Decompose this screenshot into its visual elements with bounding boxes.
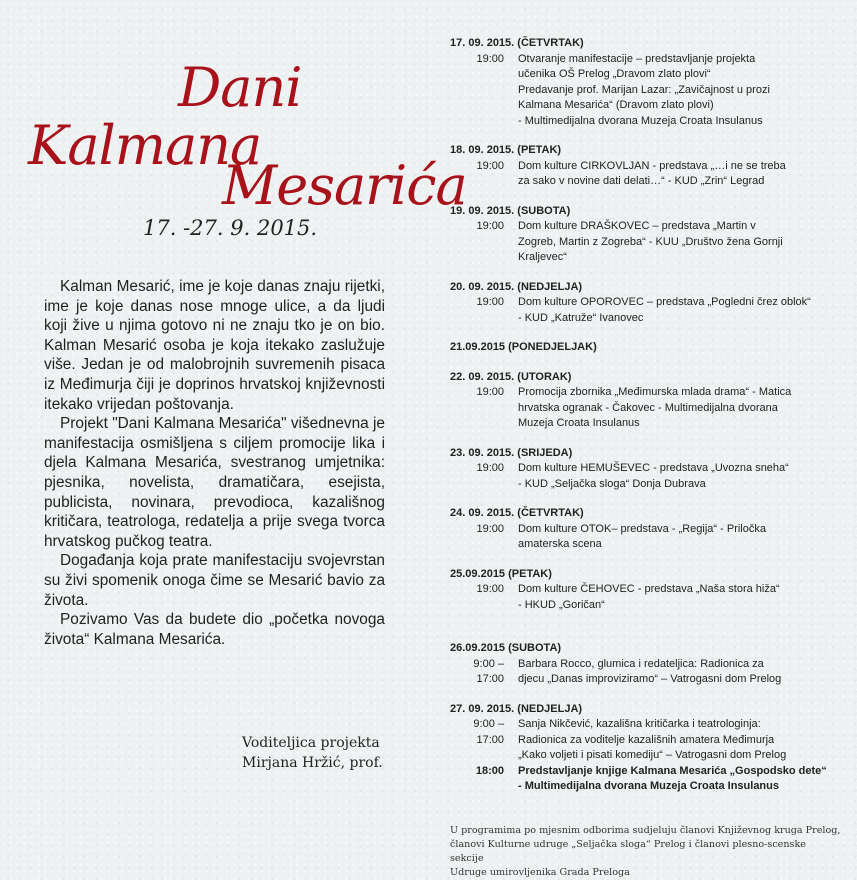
event-time: 18:00 — [475, 764, 504, 777]
intro-text — [44, 277, 385, 649]
event-title — [28, 56, 467, 218]
event-description-line: učenika OŠ Prelog „Dravom zlato plovi“ — [518, 68, 711, 80]
event-time: 9:00 – 17:00 — [473, 657, 504, 685]
program-day — [450, 370, 845, 432]
event-description — [518, 159, 845, 190]
program-day — [450, 702, 845, 795]
program-event — [450, 522, 845, 553]
program-event — [450, 657, 845, 688]
signature-role: Voditeljica projekta — [242, 735, 380, 751]
program-day — [450, 36, 845, 129]
program-day-date: 27. 09. 2015. (NEDJELJA) — [450, 702, 583, 715]
footnote — [450, 824, 842, 880]
event-time: 19:00 — [476, 220, 504, 232]
event-description — [518, 522, 845, 553]
event-description-line: hrvatska ogranak - Čakovec - Multimedijalna dvorana — [518, 401, 778, 414]
event-time: 19:00 — [476, 159, 504, 172]
intro-paragraph: Kalman Mesarić, ime je koje danas znaju rijetki, ime je koje danas nose mnoge ulice, a da ljudi koji žive u njima gotovo ni ne znaju tko je on bio. Kalman Mesarić osoba je koja itekako zaslužuje više. Jedan je od malobrojnih suvremenih pisaca iz Međimurja čiji je doprinos hrvatskoj književnosti itekako vrijedan poštovanja. — [44, 278, 385, 413]
event-description-line: Barbara Rocco, glumica i redateljica: Radionica za — [518, 657, 764, 670]
event-description-line: Otvaranje manifestacije – predstavljanje projekta — [518, 52, 756, 65]
program-event — [450, 582, 845, 613]
event-description-line: Muzeja Croata Insulanus — [518, 417, 640, 429]
event-time: 19:00 — [476, 462, 504, 474]
event-time: 9:00 – 17:00 — [473, 718, 504, 746]
event-description-line: - KUD „Seljačka sloga“ Donja Dubrava — [518, 477, 706, 490]
footnote-line: članovi Kulturne udruge „Seljačka sloga“ Prelog i članovi plesno-scenske sekcije — [450, 839, 806, 864]
event-description — [518, 582, 845, 613]
program-event — [450, 461, 845, 492]
program-day — [450, 204, 845, 266]
program-day — [450, 446, 845, 493]
event-description-line: Dom kulture OPOROVEC – predstava „Pogledni črez oblok“ — [518, 296, 811, 308]
event-description — [518, 657, 845, 688]
intro-paragraph: Pozivamo Vas da budete dio „početka novoga života“ Kalmana Mesarića. — [44, 611, 385, 648]
title-line-2: Kalmana — [28, 114, 262, 177]
event-description-line: Radionica za voditelje kazališnih amatera Međimurja — [518, 733, 775, 746]
program-event — [450, 219, 845, 266]
title-line-1: Dani — [178, 56, 302, 119]
program-day-date: 21.09.2015 (PONEDJELJAK) — [450, 341, 597, 353]
event-time: 19:00 — [476, 52, 504, 65]
event-description-line: - Multimedijalna dvorana Muzeja Croata Insulanus — [518, 780, 779, 792]
intro-paragraph: Projekt "Dani Kalmana Mesarića" višednevna je manifestacija osmišljena s ciljem promocije lika i djela Kalmana Mesarića, svestranog umjetnika: pjesnika, novelista, dramatičara, esejista, publicista, novinara, prevodioca, kazališnog kritičara, teatrologa, redatelja a prije svega tvorca hrvatskog pučkog teatra. — [44, 415, 385, 550]
title-line-3: Mesarića — [222, 154, 467, 217]
event-description-line: - KUD „Katruže“ Ivanovec — [518, 311, 644, 324]
event-description-line: „Kako voljeti i pisati komediju“ – Vatrogasni dom Prelog — [518, 749, 787, 761]
event-description — [518, 717, 845, 764]
program-day-date: 23. 09. 2015. (SRIJEDA) — [450, 446, 573, 459]
program-event — [450, 717, 845, 764]
footnote-line: Udruge umirovljenika Grada Preloga — [450, 867, 630, 878]
event-description-line: - Multimedijalna dvorana Muzeja Croata Insulanus — [518, 114, 763, 127]
program-day — [450, 280, 845, 327]
program-event — [450, 295, 845, 326]
event-description-line: Sanja Nikčević, kazališna kritičarka i teatrologinja: — [518, 718, 761, 730]
event-time: 19:00 — [476, 583, 504, 595]
event-description-line: za sako v novine dati delati…“ - KUD „Zrin“ Legrad — [518, 175, 765, 187]
program-event — [450, 52, 845, 130]
event-description-line: djecu „Danas improviziramo“ – Vatrogasni dom Prelog — [518, 673, 782, 685]
event-description-line: Dom kulture OTOK– predstava - „Regija“ - Priločka — [518, 522, 766, 535]
event-time: 19:00 — [476, 296, 504, 308]
program-day — [450, 340, 845, 356]
program-day-date: 26.09.2015 (SUBOTA) — [450, 642, 562, 654]
program-event — [450, 159, 845, 190]
event-description-line: Dom kulture CIRKOVLJAN - predstava „…i ne se treba — [518, 159, 786, 172]
program-day — [450, 143, 845, 190]
program-day-date: 24. 09. 2015. (ČETVRTAK) — [450, 507, 584, 519]
program-day — [450, 506, 845, 553]
program-day — [450, 641, 845, 688]
program-event — [450, 385, 845, 432]
event-description-line: Predstavljanje knjige Kalmana Mesarića „Gospodsko dete“ — [518, 764, 827, 777]
event-description-line: amaterska scena — [518, 538, 602, 550]
event-description-line: Dom kulture DRAŠKOVEC – predstava „Martin v — [518, 220, 756, 232]
program-day — [450, 567, 845, 614]
event-description-line: Dom kulture ČEHOVEC - predstava „Naša stora hiža“ — [518, 583, 780, 595]
program-day-date: 22. 09. 2015. (UTORAK) — [450, 370, 572, 383]
program-day-date: 19. 09. 2015. (SUBOTA) — [450, 204, 571, 217]
event-dates: 17. -27. 9. 2015. — [143, 216, 318, 240]
event-description — [518, 461, 845, 492]
event-description-line: - HKUD „Goričan“ — [518, 598, 605, 611]
program-day-date: 17. 09. 2015. (ČETVRTAK) — [450, 37, 584, 49]
event-description-line: Predavanje prof. Marijan Lazar: „Zavičajnost u prozi — [518, 83, 770, 96]
footnote-line: U programima po mjesnim odborima sudjeluju članovi Književnog kruga Prelog, — [450, 825, 841, 836]
program-day-date: 25.09.2015 (PETAK) — [450, 567, 552, 580]
event-description — [518, 385, 845, 432]
program-day-date: 18. 09. 2015. (PETAK) — [450, 144, 562, 156]
event-description — [518, 295, 845, 326]
event-description-line: Kraljevec“ — [518, 251, 567, 263]
event-description — [518, 764, 845, 795]
event-description-line: Kalmana Mesarića“ (Dravom zlato plovi) — [518, 99, 714, 111]
event-description-line: Dom kulture HEMUŠEVEC - predstava „Uvozna sneha“ — [518, 462, 789, 474]
program-day-date: 20. 09. 2015. (NEDJELJA) — [450, 280, 583, 293]
event-time: 19:00 — [476, 386, 504, 398]
program-schedule — [450, 36, 845, 809]
event-description-line: Promocija zbornika „Međimurska mlada drama“ - Matica — [518, 386, 792, 398]
event-description — [518, 219, 845, 266]
event-time: 19:00 — [476, 522, 504, 535]
signature-name: Mirjana Hržić, prof. — [242, 755, 383, 771]
signature — [242, 733, 402, 773]
event-description — [518, 52, 845, 130]
intro-paragraph: Događanja koja prate manifestaciju svojevrstan su živi spomenik onoga čime se Mesarić bavio za života. — [44, 552, 385, 609]
program-event — [450, 764, 845, 795]
event-description-line: Zogreb, Martin z Zogreba“ - KUU „Društvo žena Gornji — [518, 235, 783, 248]
